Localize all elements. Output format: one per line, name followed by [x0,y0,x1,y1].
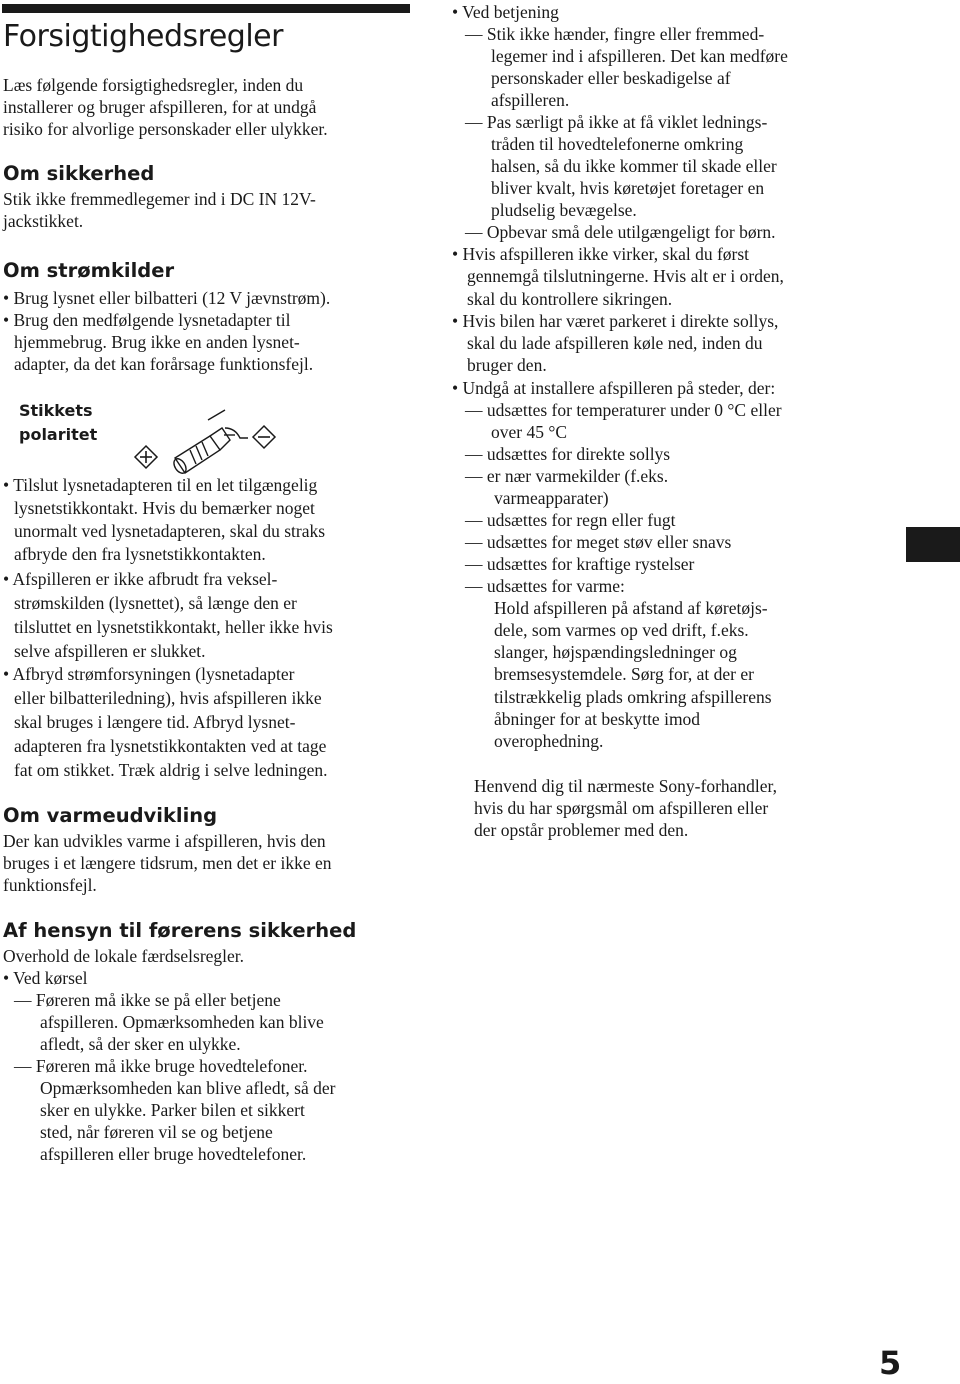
right-col-line: — udsættes for kraftige rystelser [465,554,695,574]
right-col-line: pludselig bevægelse. [491,200,637,220]
foerer-line: — Føreren må ikke bruge hovedtelefoner. [14,1056,308,1076]
foerer-line: afledt, så der sker en ulykke. [40,1034,241,1054]
right-col-line: — udsættes for temperaturer under 0 °C eller [465,400,782,420]
right-col-line: — er nær varmekilder (f.eks. [465,466,669,486]
foerer-line: sted, når føreren vil se og betjene [40,1122,273,1142]
right-col-line: — udsættes for varme: [465,576,625,596]
intro-line: risiko for alvorlige personskader eller ulykker. [3,119,328,139]
negative-terminal-icon [253,426,275,448]
polarity-label: Stikkets [19,401,93,420]
right-col-line: — Opbevar små dele utilgængeligt for børn. [465,222,776,242]
foerer-line: sker en ulykke. Parker bilen et sikkert [40,1100,305,1120]
closing-line: der opstår problemer med den. [474,820,689,840]
adapter-rule-line: selve afspilleren er slukket. [14,641,206,661]
right-col-line: — udsættes for direkte sollys [465,444,671,464]
polarity-label: polaritet [19,425,98,444]
stroemkilder-line: • Brug lysnet eller bilbatteri (12 V jævnstrøm). [3,288,331,308]
right-col-line: gennemgå tilslutningerne. Hvis alt er i orden, [467,266,784,286]
right-col-line: skal du lade afspilleren køle ned, inden du [467,333,763,353]
right-col-line: — Stik ikke hænder, fingre eller fremmed- [465,24,765,44]
right-col-line: afspilleren. [491,90,570,110]
positive-terminal-icon [135,446,157,468]
right-col-line: • Ved betjening [452,2,559,22]
adapter-rule-line: skal bruges i længere tid. Afbryd lysnet- [14,712,296,732]
right-col-line: bliver kvalt, hvis køretøjet foretager en [491,178,765,198]
right-col-line: — udsættes for regn eller fugt [465,510,676,530]
right-col-line: — udsættes for meget støv eller snavs [465,532,732,552]
adapter-rule-line: adapteren fra lysnetstikkontakten ved at tage [14,736,327,756]
adapter-rule-line: afbryde den fra lysnetstikkontakten. [14,544,266,564]
section-heading-sikkerhed: Om sikkerhed [3,162,155,185]
stroemkilder-line: adapter, da det kan forårsage funktionsfejl. [14,354,314,374]
right-col-line: bremsesystemdele. Sørg for, at der er [494,664,754,684]
plug-icon [171,410,248,475]
right-col-line: dele, som varmes op ved drift, f.eks. [494,620,749,640]
adapter-rule-line: tilsluttet en lysnetstikkontakt, heller ikke hvis [14,617,333,637]
sikkerhed-line: jackstikket. [3,211,84,231]
foerer-line: • Ved kørsel [3,968,88,988]
right-col-line: • Undgå at installere afspilleren på steder, der: [452,378,776,398]
adapter-rule-line: • Tilslut lysnetadapteren til en let tilgængelig [3,475,318,495]
adapter-rule-line: unormalt ved lysnetadapteren, skal du straks [14,521,326,541]
adapter-rule-line: eller bilbatteriledning), hvis afspilleren ikke [14,688,322,708]
varme-line: funktionsfejl. [3,875,97,895]
closing-line: Henvend dig til nærmeste Sony-forhandler, [474,776,778,796]
right-col-line: legemer ind i afspilleren. Det kan medføre [491,46,788,66]
page-title: Forsigtighedsregler [3,19,283,54]
closing-line: hvis du har spørgsmål om afspilleren eller [474,798,769,818]
right-col-line: varmeapparater) [494,488,609,508]
section-heading-foerer: Af hensyn til førerens sikkerhed [3,919,357,942]
right-col-line: — Pas særligt på ikke at få viklet lednings- [465,112,768,132]
adapter-rule-line: strømskilden (lysnettet), så længe den er [14,593,297,613]
foerer-line: afspilleren eller bruge hovedtelefoner. [40,1144,307,1164]
sikkerhed-line: Stik ikke fremmedlegemer ind i DC IN 12V- [3,189,316,209]
foerer-line: Opmærksomheden kan blive afledt, så der [40,1078,336,1098]
right-col-line: overophedning. [494,731,604,751]
right-col-line: slanger, højspændingsledninger og [494,642,737,662]
right-col-line: halsen, så du ikke kommer til skade eller [491,156,777,176]
intro-line: Læs følgende forsigtighedsregler, inden du [3,75,304,95]
section-heading-stroemkilder: Om strømkilder [3,259,175,282]
right-col-line: • Hvis bilen har været parkeret i direkte sollys, [452,311,779,331]
stroemkilder-line: hjemmebrug. Brug ikke en anden lysnet- [14,332,300,352]
right-col-line: bruger den. [467,355,547,375]
adapter-rule-line: fat om stikket. Træk aldrig i selve ledningen. [14,760,328,780]
page-number: 5 [879,1344,902,1382]
adapter-rule-line: lysnetstikkontakt. Hvis du bemærker noget [14,498,315,518]
top-rule [2,4,410,13]
right-col-line: skal du kontrollere sikringen. [467,289,673,309]
right-col-line: personskader eller beskadigelse af [491,68,731,88]
varme-line: Der kan udvikles varme i afspilleren, hvis den [3,831,326,851]
section-tab-marker [906,527,960,562]
adapter-rule-line: • Afspilleren er ikke afbrudt fra veksel- [3,569,278,589]
polarity-diagram [130,398,280,478]
foerer-line: afspilleren. Opmærksomheden kan blive [40,1012,324,1032]
right-col-line: tilstrækkelig plads omkring afspillerens [494,687,772,707]
foerer-line: — Føreren må ikke se på eller betjene [14,990,281,1010]
right-col-line: tråden til hovedtelefonerne omkring [491,134,744,154]
right-col-line: åbninger for at beskytte imod [494,709,701,729]
section-heading-varme: Om varmeudvikling [3,804,218,827]
stroemkilder-line: • Brug den medfølgende lysnetadapter til [3,310,291,330]
right-col-line: Hold afspilleren på afstand af køretøjs- [494,598,768,618]
foerer-line: Overhold de lokale færdselsregler. [3,946,245,966]
right-col-line: over 45 °C [491,422,568,442]
intro-line: installerer og bruger afspilleren, for at undgå [3,97,317,117]
varme-line: bruges i et længere tidsrum, men det er ikke en [3,853,332,873]
right-col-line: • Hvis afspilleren ikke virker, skal du først [452,244,750,264]
adapter-rule-line: • Afbryd strømforsyningen (lysnetadapter [3,664,295,684]
